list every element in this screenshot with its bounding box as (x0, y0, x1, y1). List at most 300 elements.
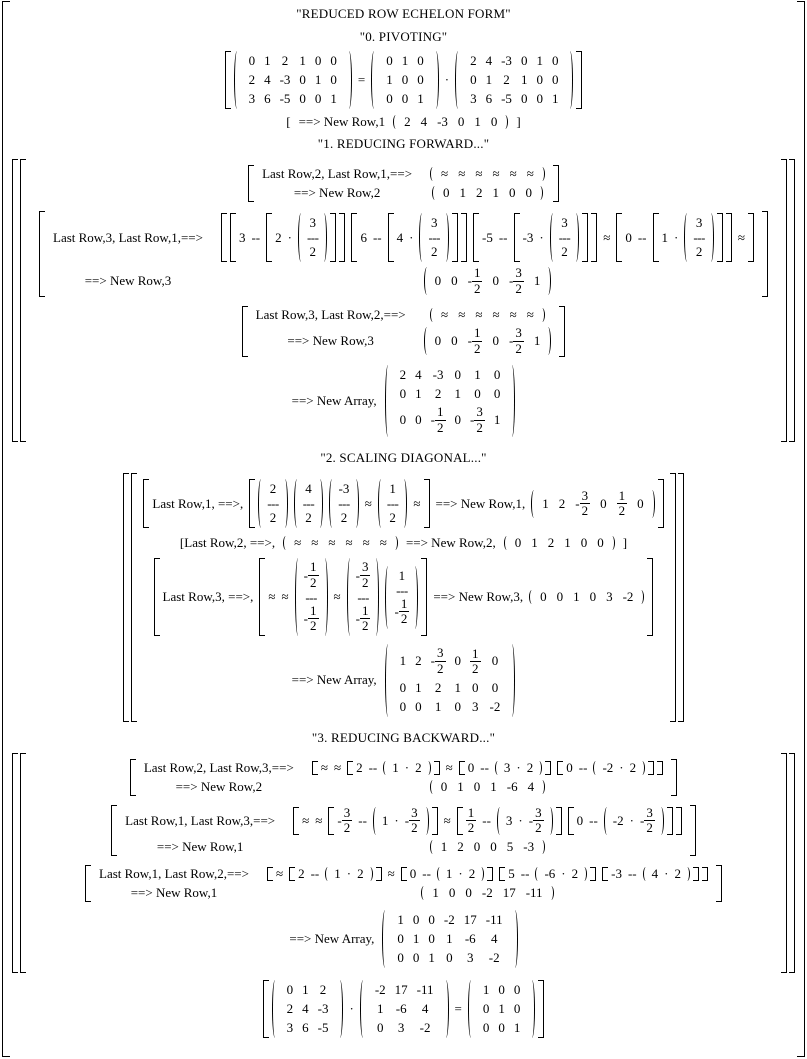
math-text: ==> New Row,1, (435, 495, 526, 511)
section-3-heading: "3. REDUCING BACKWARD..." (311, 729, 496, 745)
matrix-cell (249, 91, 256, 107)
matrix-cell (330, 91, 337, 107)
matrix-cell (470, 72, 477, 88)
numerator: 3 (515, 325, 522, 341)
matrix-cell (444, 912, 455, 928)
matrix-cell (470, 680, 481, 696)
matrix-cell (486, 912, 503, 928)
worksheet-outer-right-bracket (797, 1, 805, 1057)
math-text: -11 (416, 981, 434, 997)
math-text: 0 (417, 72, 424, 87)
math-text: ≈ (441, 166, 449, 181)
math-text: 3 (248, 91, 256, 106)
bracket-group-items (227, 212, 748, 263)
step-label: Last Row,3, Last Row,2,==> (255, 307, 406, 323)
fraction-dash-bar: --- (305, 589, 317, 605)
right-delimiter (539, 167, 545, 181)
row-vector-items (430, 326, 546, 356)
right-delimiter (339, 213, 345, 262)
row-vector-items (436, 839, 539, 855)
row-vector (430, 779, 545, 795)
numerator: 3 (411, 804, 418, 820)
math-text: 0 (248, 53, 256, 68)
math-text: 0 (513, 1000, 521, 1016)
math-text: 1 (492, 185, 499, 200)
matrix-cell (400, 386, 407, 402)
matrix-cell (318, 982, 329, 998)
paren-group-items (379, 806, 423, 836)
matrix-cell (402, 53, 409, 69)
math-text: 2 (415, 653, 422, 669)
math-text: · (394, 812, 399, 828)
math-text: 4 (651, 865, 659, 881)
right-paren (373, 558, 379, 635)
matrix-cell (470, 646, 481, 677)
math-text: 0 (330, 53, 337, 68)
matrix-cell (486, 950, 503, 966)
right-delimiter (539, 840, 545, 854)
section-0-heading: "0. PIVOTING" (359, 29, 448, 44)
tall-fraction-stack (304, 212, 322, 263)
matrix-cell (417, 72, 424, 88)
math-text: -6 (395, 1000, 407, 1016)
paren-group (383, 760, 430, 776)
math-text: -6 (506, 778, 518, 794)
right-delimiter (537, 186, 543, 200)
math-text: -2 (374, 981, 386, 997)
fraction-dash-bar: --- (357, 589, 369, 605)
denominator: 2 (310, 618, 317, 634)
paren-group (437, 866, 484, 882)
math-text: 0 (434, 333, 442, 349)
matrix-cell (455, 386, 462, 402)
fraction-stack (474, 405, 485, 435)
matrix-cell (536, 53, 543, 69)
fraction-stack (513, 326, 524, 356)
math-text: 0 (536, 91, 543, 106)
math-text: 2 (281, 53, 289, 68)
math-text: 0 (597, 535, 604, 551)
denominator: 2 (310, 575, 317, 591)
math-text: -3 (279, 72, 291, 87)
right-paren (401, 479, 407, 528)
math-text: · (539, 229, 544, 245)
row-vector-items (436, 779, 539, 795)
math-text: 0 (540, 589, 547, 605)
math-text: 1 (536, 53, 543, 68)
row-vector (430, 307, 545, 323)
matrix-cell (395, 982, 408, 998)
bracket-group-items (505, 866, 590, 882)
minus-sign: - (430, 653, 436, 669)
bracket-group (249, 478, 429, 529)
math-text: 0 (520, 53, 528, 68)
math-text: 2 (547, 535, 555, 551)
matrix-cell (490, 699, 501, 715)
bracket-group (267, 866, 708, 882)
pivot-equation (225, 50, 583, 110)
right-paren (573, 213, 579, 262)
right-bracket (678, 473, 684, 721)
right-bracket (781, 753, 787, 973)
math-text: 3 (472, 698, 479, 714)
fraction-stack (617, 489, 628, 519)
denominator: 2 (437, 660, 444, 676)
tall-fraction-stack (391, 565, 412, 630)
row-vector-items (535, 589, 638, 605)
matrix-grid (391, 643, 510, 718)
row-vector (424, 266, 552, 296)
numerator: 1 (467, 804, 475, 820)
math-text: 1 (661, 229, 668, 245)
math-text: 0 (434, 273, 442, 289)
step-line (149, 478, 657, 529)
bracket-group-items (465, 760, 546, 776)
math-text: ≈ (362, 535, 370, 551)
math-text: 0 (451, 273, 458, 289)
math-text: 3 (309, 215, 316, 230)
right-delimiter (667, 807, 673, 835)
tall-fraction (378, 478, 408, 529)
right-paren (567, 51, 573, 109)
matrix-cell (552, 72, 559, 88)
paren-group (373, 806, 429, 836)
matrix-cell (318, 1001, 329, 1017)
math-text: 0 (566, 759, 573, 775)
math-text: -3 (523, 838, 535, 854)
section-1-block (12, 158, 795, 443)
row-vector (529, 589, 644, 605)
matrix-cell (299, 72, 306, 88)
math-text: 2 (340, 510, 348, 526)
right-delimiter (581, 867, 587, 881)
right-delimiter (392, 536, 398, 550)
fraction-dash-bar: --- (302, 496, 315, 512)
bracket-group (459, 760, 552, 776)
math-text: Last Row,1, ==>, (152, 495, 244, 511)
denominator: 2 (646, 820, 653, 836)
tall-fraction (684, 212, 714, 263)
matrix (371, 50, 439, 110)
bracket-group-items (608, 866, 693, 882)
right-paren (412, 566, 418, 629)
right-delimiter (638, 590, 644, 604)
math-text: 1 (454, 679, 462, 695)
fraction (470, 405, 485, 435)
minus-sign: - (575, 495, 580, 511)
math-text: ≈ (526, 307, 534, 323)
math-text: 4 (396, 229, 404, 245)
denominator: 2 (400, 611, 408, 627)
math-text: 0 (386, 91, 393, 106)
bracket-group (263, 979, 545, 1039)
math-text: 0 (314, 91, 322, 106)
math-text: 0 (551, 53, 559, 68)
step-label: Last Row,1, Last Row,2,==> (99, 865, 249, 881)
denominator: 2 (618, 503, 626, 519)
matrix-cell (455, 367, 462, 383)
matrix-cell (428, 931, 435, 947)
row-vector (531, 489, 654, 519)
fraction (617, 489, 628, 519)
matrix (385, 364, 516, 438)
right-delimiter (461, 213, 467, 262)
matrix-cell (400, 680, 407, 696)
matrix-cell (536, 91, 543, 107)
bracket-group (457, 806, 562, 836)
denominator: 2 (411, 820, 418, 836)
minus-sign: - (639, 812, 645, 828)
right-delimiter (538, 980, 544, 1038)
math-text: ≈ (333, 759, 342, 775)
right-paren (509, 644, 515, 717)
bracket-group (568, 806, 673, 836)
matrix-row (287, 1001, 329, 1017)
right-bracket (670, 473, 676, 721)
matrix-cell (498, 982, 505, 998)
right-bracket (789, 159, 795, 442)
math-text: -- (627, 865, 637, 881)
fraction (470, 647, 481, 677)
right-bracket (671, 759, 677, 796)
tall-fraction (294, 478, 324, 529)
math-text: 1 (401, 53, 409, 68)
math-text: 0 (412, 911, 420, 927)
math-text: ≈ (492, 307, 500, 323)
math-text: -3 (317, 1000, 329, 1016)
right-delimiter (658, 807, 664, 835)
right-delimiter (648, 761, 654, 775)
right-delimiter (676, 807, 682, 835)
matrix-cell (302, 1001, 309, 1017)
denominator: 2 (476, 419, 483, 435)
fraction (394, 597, 409, 627)
math-text: 0 (470, 72, 477, 87)
math-text: ≈ (509, 307, 517, 323)
bracket-group-items (236, 212, 340, 263)
math-text: 0 (448, 884, 456, 900)
fraction (640, 806, 655, 836)
tall-fraction-stack (301, 557, 322, 636)
math-text: 4 (527, 778, 535, 794)
paren-group-items (389, 760, 424, 776)
matrix-row (249, 72, 337, 88)
bracket-group (347, 760, 440, 776)
right-delimiter (684, 867, 690, 881)
matrix-row (287, 982, 329, 998)
math-text: ≈ (603, 229, 611, 245)
right-delimiter (547, 807, 553, 835)
math-text: 3 (470, 91, 477, 106)
right-delimiter (478, 867, 484, 881)
math-text: 2 (468, 865, 476, 881)
bracket-group-items (357, 212, 461, 263)
bracket-group-items (269, 979, 539, 1039)
matrix-cell (386, 53, 393, 69)
fraction (529, 806, 544, 836)
fraction (575, 489, 590, 519)
step-2d (292, 643, 516, 718)
math-text: -6 (544, 865, 556, 881)
math-text: 0 (589, 589, 597, 605)
math-text: 0 (493, 367, 501, 383)
math-text: 0 (492, 333, 499, 349)
matrix-cell (413, 950, 420, 966)
math-text: 0 (412, 949, 420, 965)
paren-group (604, 806, 664, 836)
matrix-cell (483, 1001, 490, 1017)
step-result-label: ==> New Row,3 (287, 333, 374, 349)
matrix-cell (455, 680, 462, 696)
math-text: 0 (465, 884, 472, 900)
math-text: 0 (457, 114, 465, 129)
math-text: ≈ (445, 759, 453, 775)
math-text: 4 (490, 930, 498, 946)
math-text: -6 (464, 930, 476, 946)
matrix-cell (494, 367, 501, 383)
math-text: 2 (357, 865, 364, 881)
math-text: 3 (695, 215, 703, 230)
matrix-row (375, 1001, 434, 1017)
matrix-row (375, 982, 434, 998)
tall-fraction (329, 478, 359, 529)
math-text: 0 (415, 698, 422, 714)
math-text: ≈ (315, 812, 323, 828)
math-text: 1 (434, 698, 442, 714)
right-delimiter (539, 780, 545, 794)
fraction (468, 266, 483, 296)
matrix-cell (318, 1020, 329, 1036)
minus-sign: - (303, 567, 308, 583)
math-text: 0 (386, 53, 393, 68)
tall-fraction-stack (556, 212, 574, 263)
math-text: 1 (498, 1000, 505, 1016)
right-delimiter (545, 327, 551, 355)
math-text: ≈ (281, 589, 289, 605)
fraction (304, 560, 319, 590)
math-text: 0 (490, 838, 497, 854)
math-text: 0 (513, 981, 521, 997)
right-delimiter (423, 807, 429, 835)
matrix-cell (402, 72, 409, 88)
matrix-row (470, 91, 558, 107)
section-2-steps (137, 472, 669, 722)
fraction (337, 806, 352, 836)
matrix-body (287, 982, 329, 1036)
math-text: 1 (392, 759, 399, 775)
math-text: ≈ (364, 495, 372, 511)
matrix-cell (501, 91, 512, 107)
right-delimiter (376, 867, 382, 881)
bracket-group-items (255, 478, 423, 529)
math-text: 17 (463, 911, 477, 927)
right-delimiter (639, 761, 645, 775)
math-text: ≈ (475, 307, 483, 323)
matrix-cell (431, 405, 446, 435)
right-paren (337, 980, 343, 1038)
math-text: 0 (498, 1019, 505, 1035)
minus-sign: - (467, 333, 472, 349)
math-text: ==> New Row,1 (298, 114, 386, 129)
math-text: -5 (279, 91, 291, 106)
denominator: 2 (515, 280, 522, 296)
bracket-group (602, 866, 699, 882)
section-3-steps (26, 752, 781, 974)
row-vector (432, 185, 543, 201)
matrix-cell (386, 72, 393, 88)
math-text: 2 (275, 229, 282, 245)
math-text: 3 (503, 759, 511, 775)
math-text: ≈ (413, 495, 421, 511)
matrix-cell (280, 53, 291, 69)
matrix-body (249, 53, 337, 107)
math-text: 2 (674, 865, 681, 881)
right-delimiter (590, 867, 596, 881)
math-text: -- (498, 229, 508, 245)
matrix-grid (391, 364, 510, 438)
right-bracket (716, 865, 722, 902)
math-text: 0 (625, 229, 632, 245)
fraction-dash-bar: --- (693, 230, 705, 245)
bracket-group-items (520, 212, 583, 263)
math-text: ≈ (294, 535, 302, 551)
math-text: 0 (451, 333, 458, 349)
math-text: 1 (412, 930, 420, 946)
matrix-cell (521, 72, 528, 88)
matrix-cell (287, 982, 294, 998)
matrix-cell (375, 1001, 386, 1017)
numerator: 1 (400, 595, 408, 611)
math-text: 1 (264, 53, 271, 68)
math-text: · (349, 1000, 354, 1016)
right-bracket (647, 558, 653, 635)
matrix-cell (455, 699, 462, 715)
right-bracket (658, 479, 664, 528)
math-text: 0 (473, 778, 481, 794)
math-text: 2 (571, 865, 579, 881)
math-text: · (444, 72, 450, 87)
section-2-block (123, 472, 683, 722)
math-text: 2 (248, 72, 256, 87)
matrix-cell (264, 72, 271, 88)
fraction-stack (360, 604, 371, 634)
bracket-group-items (334, 806, 431, 836)
math-text: ≈ (379, 535, 387, 551)
math-text: 2 (399, 367, 407, 383)
bracket-group (401, 866, 494, 882)
bracket-group-items (463, 806, 556, 836)
right-bracket (789, 753, 795, 973)
right-delimiter (330, 213, 336, 262)
step-result-label: ==> New Row,3 (84, 273, 172, 289)
step-result (424, 326, 552, 356)
matrix-cell (395, 1001, 408, 1017)
math-text: 2 (319, 981, 327, 997)
minus-sign: - (394, 603, 399, 619)
math-text: 3 (238, 229, 246, 245)
right-delimiter (576, 51, 582, 109)
math-text: · (664, 865, 669, 881)
matrix-cell (514, 982, 521, 998)
math-text: 2 (475, 185, 483, 200)
math-text: 0 (299, 72, 306, 87)
fraction (509, 266, 524, 296)
matrix-cell (375, 982, 386, 998)
paren-group (535, 866, 587, 882)
matrix-grid (278, 979, 338, 1039)
step-label: Last Row,1, Last Row,3,==> (125, 812, 276, 828)
math-text: -2 (419, 1019, 431, 1035)
